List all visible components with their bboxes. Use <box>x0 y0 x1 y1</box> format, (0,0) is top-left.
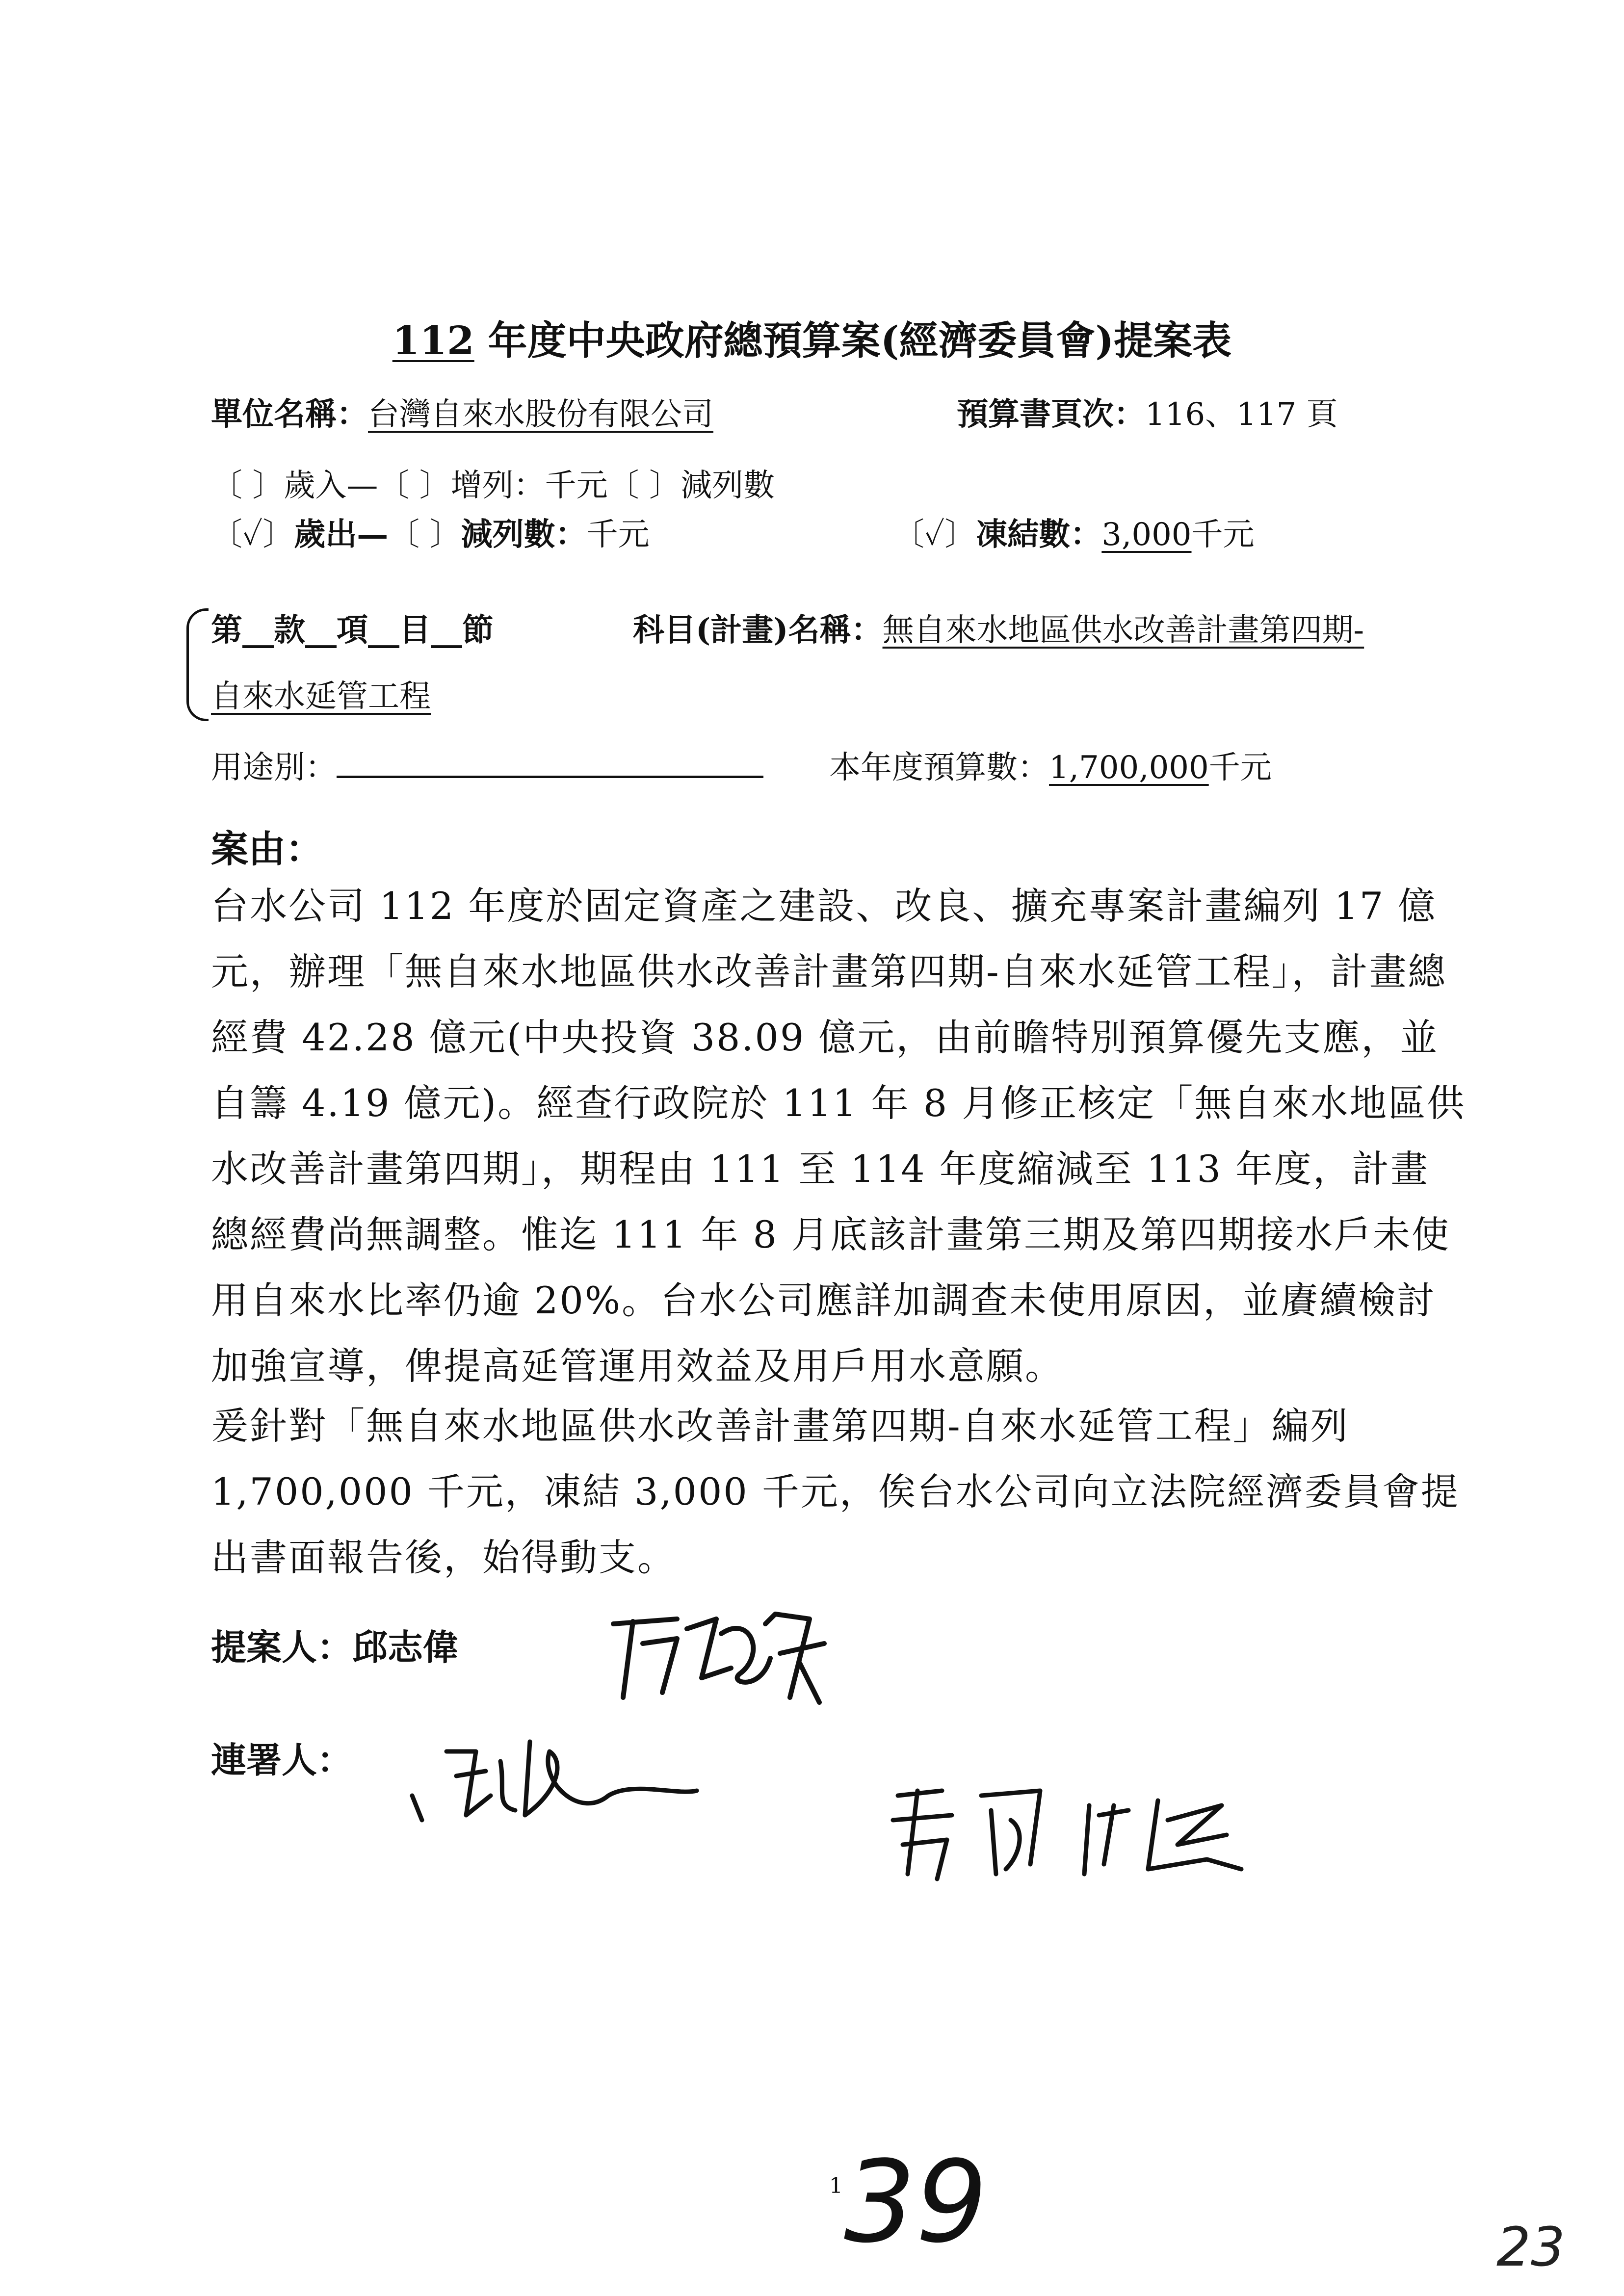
subject-row <box>633 608 1364 652</box>
section-kuan-xiang: 第__款__項__目__節 <box>211 612 494 649</box>
current-budget-row <box>829 746 1272 790</box>
expense-mid: 〔 〕 <box>388 517 461 553</box>
budget-page-label: 預算書頁次： <box>957 396 1145 433</box>
unit-value: 台灣自來水股份有限公司 <box>368 396 713 433</box>
current-budget-value: 1,700,000 <box>1049 750 1209 786</box>
current-budget-label: 本年度預算數： <box>829 750 1049 786</box>
title-year: 112 <box>392 317 474 364</box>
corner-mark: 23 <box>1496 2216 1565 2278</box>
freeze-row <box>893 513 1255 557</box>
cosigner-signature-1 <box>402 1722 707 1835</box>
budget-page-row <box>957 392 1338 437</box>
purpose-blank <box>337 746 763 778</box>
proposer-label: 提案人： <box>211 1626 353 1668</box>
purpose-label: 用途別： <box>211 750 337 786</box>
handwritten-page-number: 39 <box>844 2137 988 2268</box>
purpose-row <box>211 746 763 790</box>
expense-checkbox: 〔✓〕 <box>211 517 294 553</box>
budget-page-value: 116、117 頁 <box>1145 396 1338 433</box>
reason-paragraph-2: 爰針對「無自來水地區供水改善計畫第四期-自來水延管工程」編列 1,700,000 千元，凍結 3,000 千元，俟台水公司向立法院經濟委員會提出書面報告後，始得動支。 <box>211 1404 1460 1579</box>
section-row <box>211 608 494 652</box>
unit-label: 單位名稱： <box>211 396 368 433</box>
subject-row-2 <box>211 675 431 719</box>
cosigner-signature-2 <box>883 1776 1276 1884</box>
freeze-checkbox: 〔✓〕 <box>893 517 976 553</box>
cosigner-row <box>211 1732 352 1783</box>
page-title <box>0 309 1624 365</box>
freeze-value: 3,000 <box>1101 517 1192 553</box>
subject-label: 科目(計畫)名稱： <box>633 612 883 649</box>
proposer-name: 邱志偉 <box>352 1626 459 1668</box>
section-bracket <box>186 608 209 721</box>
subject-value-2: 自來水延管工程 <box>211 678 431 715</box>
subject-value-1: 無自來水地區供水改善計畫第四期- <box>882 612 1364 649</box>
page-number: 1 <box>829 2173 843 2198</box>
proposer-row <box>211 1619 458 1670</box>
unit-row <box>211 392 713 437</box>
reason-paragraph-1: 台水公司 112 年度於固定資產之建設、改良、擴充專案計畫編列 17 億元，辦理「無自來水地區供水改善計畫第四期-自來水延管工程」，計畫總經費 42.28 億元(中央投資 38.09 億元，由前瞻特別預算優先支應，並自籌 4.19 億元)。經查行政院於 111 年 8 月修正核定「無自來水地區供水改善計畫第四期」，期程由 111 至 114 年度縮減至 113 年度，計畫總經費尚無調整。惟迄 111 年 8 月底該計畫第三期及第四期接水戶未使用自來水比率仍逾 20%。台水公司應詳加調查未使用原因，並賡續檢討加強宣導，俾提高延管運用效益及用戶用水意願。 <box>211 884 1466 1388</box>
expense-reduce-unit: 千元 <box>586 517 650 553</box>
freeze-label: 凍結數： <box>976 516 1102 553</box>
current-budget-unit: 千元 <box>1208 750 1272 786</box>
expense-label: 歲出— <box>294 516 389 553</box>
freeze-unit: 千元 <box>1191 517 1255 553</box>
expense-line <box>211 513 650 557</box>
revenue-line: 〔 〕歲入—〔 〕增列：千元〔 〕減列數 <box>211 468 775 504</box>
cosigner-label: 連署人： <box>211 1739 353 1781</box>
title-text: 年度中央政府總預算案(經濟委員會)提案表 <box>474 317 1232 364</box>
reason-heading: 案由： <box>211 827 323 871</box>
expense-reduce-label: 減列數： <box>461 516 587 553</box>
proposer-signature <box>603 1599 839 1712</box>
